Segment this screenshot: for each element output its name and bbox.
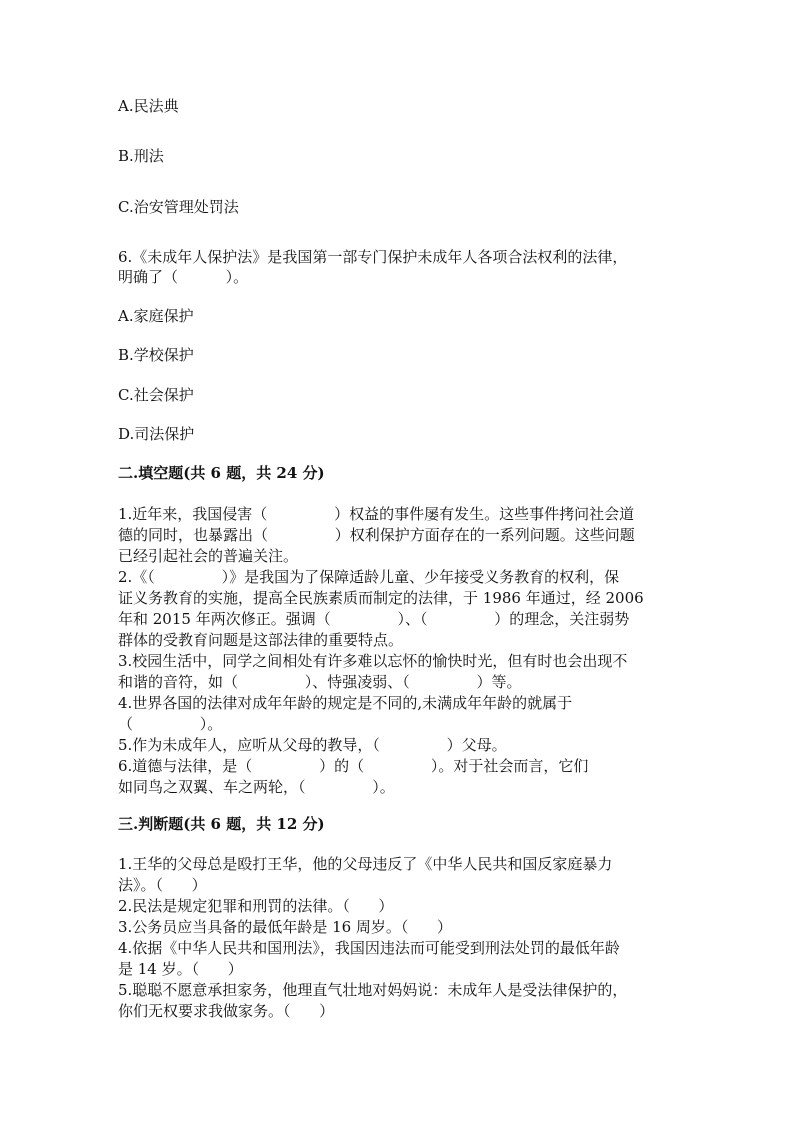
section3-line: 1.王华的父母总是殴打王华，他的父母违反了《中华人民共和国反家庭暴力 xyxy=(118,855,613,873)
q5-option-a: A.民法典 xyxy=(118,97,179,115)
q6-stem-line2: 明确了（ ）。 xyxy=(118,268,249,286)
section2-line: 证义务教育的实施，提高全民族素质而制定的法律，于 1986 年通过，经 2006 xyxy=(118,589,644,607)
q5-option-b: B.刑法 xyxy=(118,147,164,165)
section3-line: 2.民法是规定犯罪和刑罚的法律。（ ） xyxy=(118,897,394,915)
q6-stem-line1: 6.《未成年人保护法》是我国第一部专门保护未成年人各项合法权利的法律， xyxy=(118,248,628,266)
section2-line: 如同鸟之双翼、车之两轮，（ ）。 xyxy=(118,778,395,796)
section3-line: 3.公务员应当具备的最低年龄是 16 周岁。（ ） xyxy=(118,918,453,936)
section2-line: 年和 2015 年两次修正。强调（ ）、（ ）的理念，关注弱势 xyxy=(118,610,630,628)
section2-line: 和谐的音符，如（ ）、恃强凌弱、（ ）等。 xyxy=(118,673,522,691)
section2-line: 6.道德与法律，是（ ）的（ ）。对于社会而言，它们 xyxy=(118,757,589,775)
section3-line: 你们无权要求我做家务。（ ） xyxy=(118,1002,335,1020)
section2-line: 德的同时，也暴露出（ ）权利保护方面存在的一系列问题。这些问题 xyxy=(118,526,635,544)
section3-line: 法》。（ ） xyxy=(118,876,207,894)
section2-heading: 二.填空题(共 6 题，共 24 分) xyxy=(118,464,325,482)
section2-line: （ ）。 xyxy=(118,715,223,733)
q6-option-b: B.学校保护 xyxy=(118,346,194,364)
section2-line: 1.近年来，我国侵害（ ）权益的事件屡有发生。这些事件拷问社会道 xyxy=(118,505,635,523)
q6-option-a: A.家庭保护 xyxy=(118,307,194,325)
section3-heading: 三.判断题(共 6 题，共 12 分) xyxy=(118,815,325,833)
section2-line: 3.校园生活中，同学之间相处有许多难以忘怀的愉快时光，但有时也会出现不 xyxy=(118,652,628,670)
section3-line: 4.依据《中华人民共和国刑法》，我国因违法而可能受到刑法处罚的最低年龄 xyxy=(118,939,620,957)
section3-line: 5.聪聪不愿意承担家务，他理直气壮地对妈妈说：未成年人是受法律保护的， xyxy=(118,981,628,999)
section2-line: 已经引起社会的普遍关注。 xyxy=(118,547,299,565)
section2-line: 2.《（ ）》是我国为了保障适龄儿童、少年接受义务教育的权利，保 xyxy=(118,568,620,586)
q6-option-c: C.社会保护 xyxy=(118,386,194,404)
section2-line: 5.作为未成年人，应听从父母的教导，（ ）父母。 xyxy=(118,736,507,754)
q6-option-d: D.司法保护 xyxy=(118,425,195,443)
q5-option-c: C.治安管理处罚法 xyxy=(118,198,239,216)
section2-line: 群体的受教育问题是这部法律的重要特点。 xyxy=(118,631,404,649)
section2-line: 4.世界各国的法律对成年年龄的规定是不同的,未满成年年龄的就属于 xyxy=(118,694,573,712)
section3-line: 是 14 岁。（ ） xyxy=(118,960,243,978)
